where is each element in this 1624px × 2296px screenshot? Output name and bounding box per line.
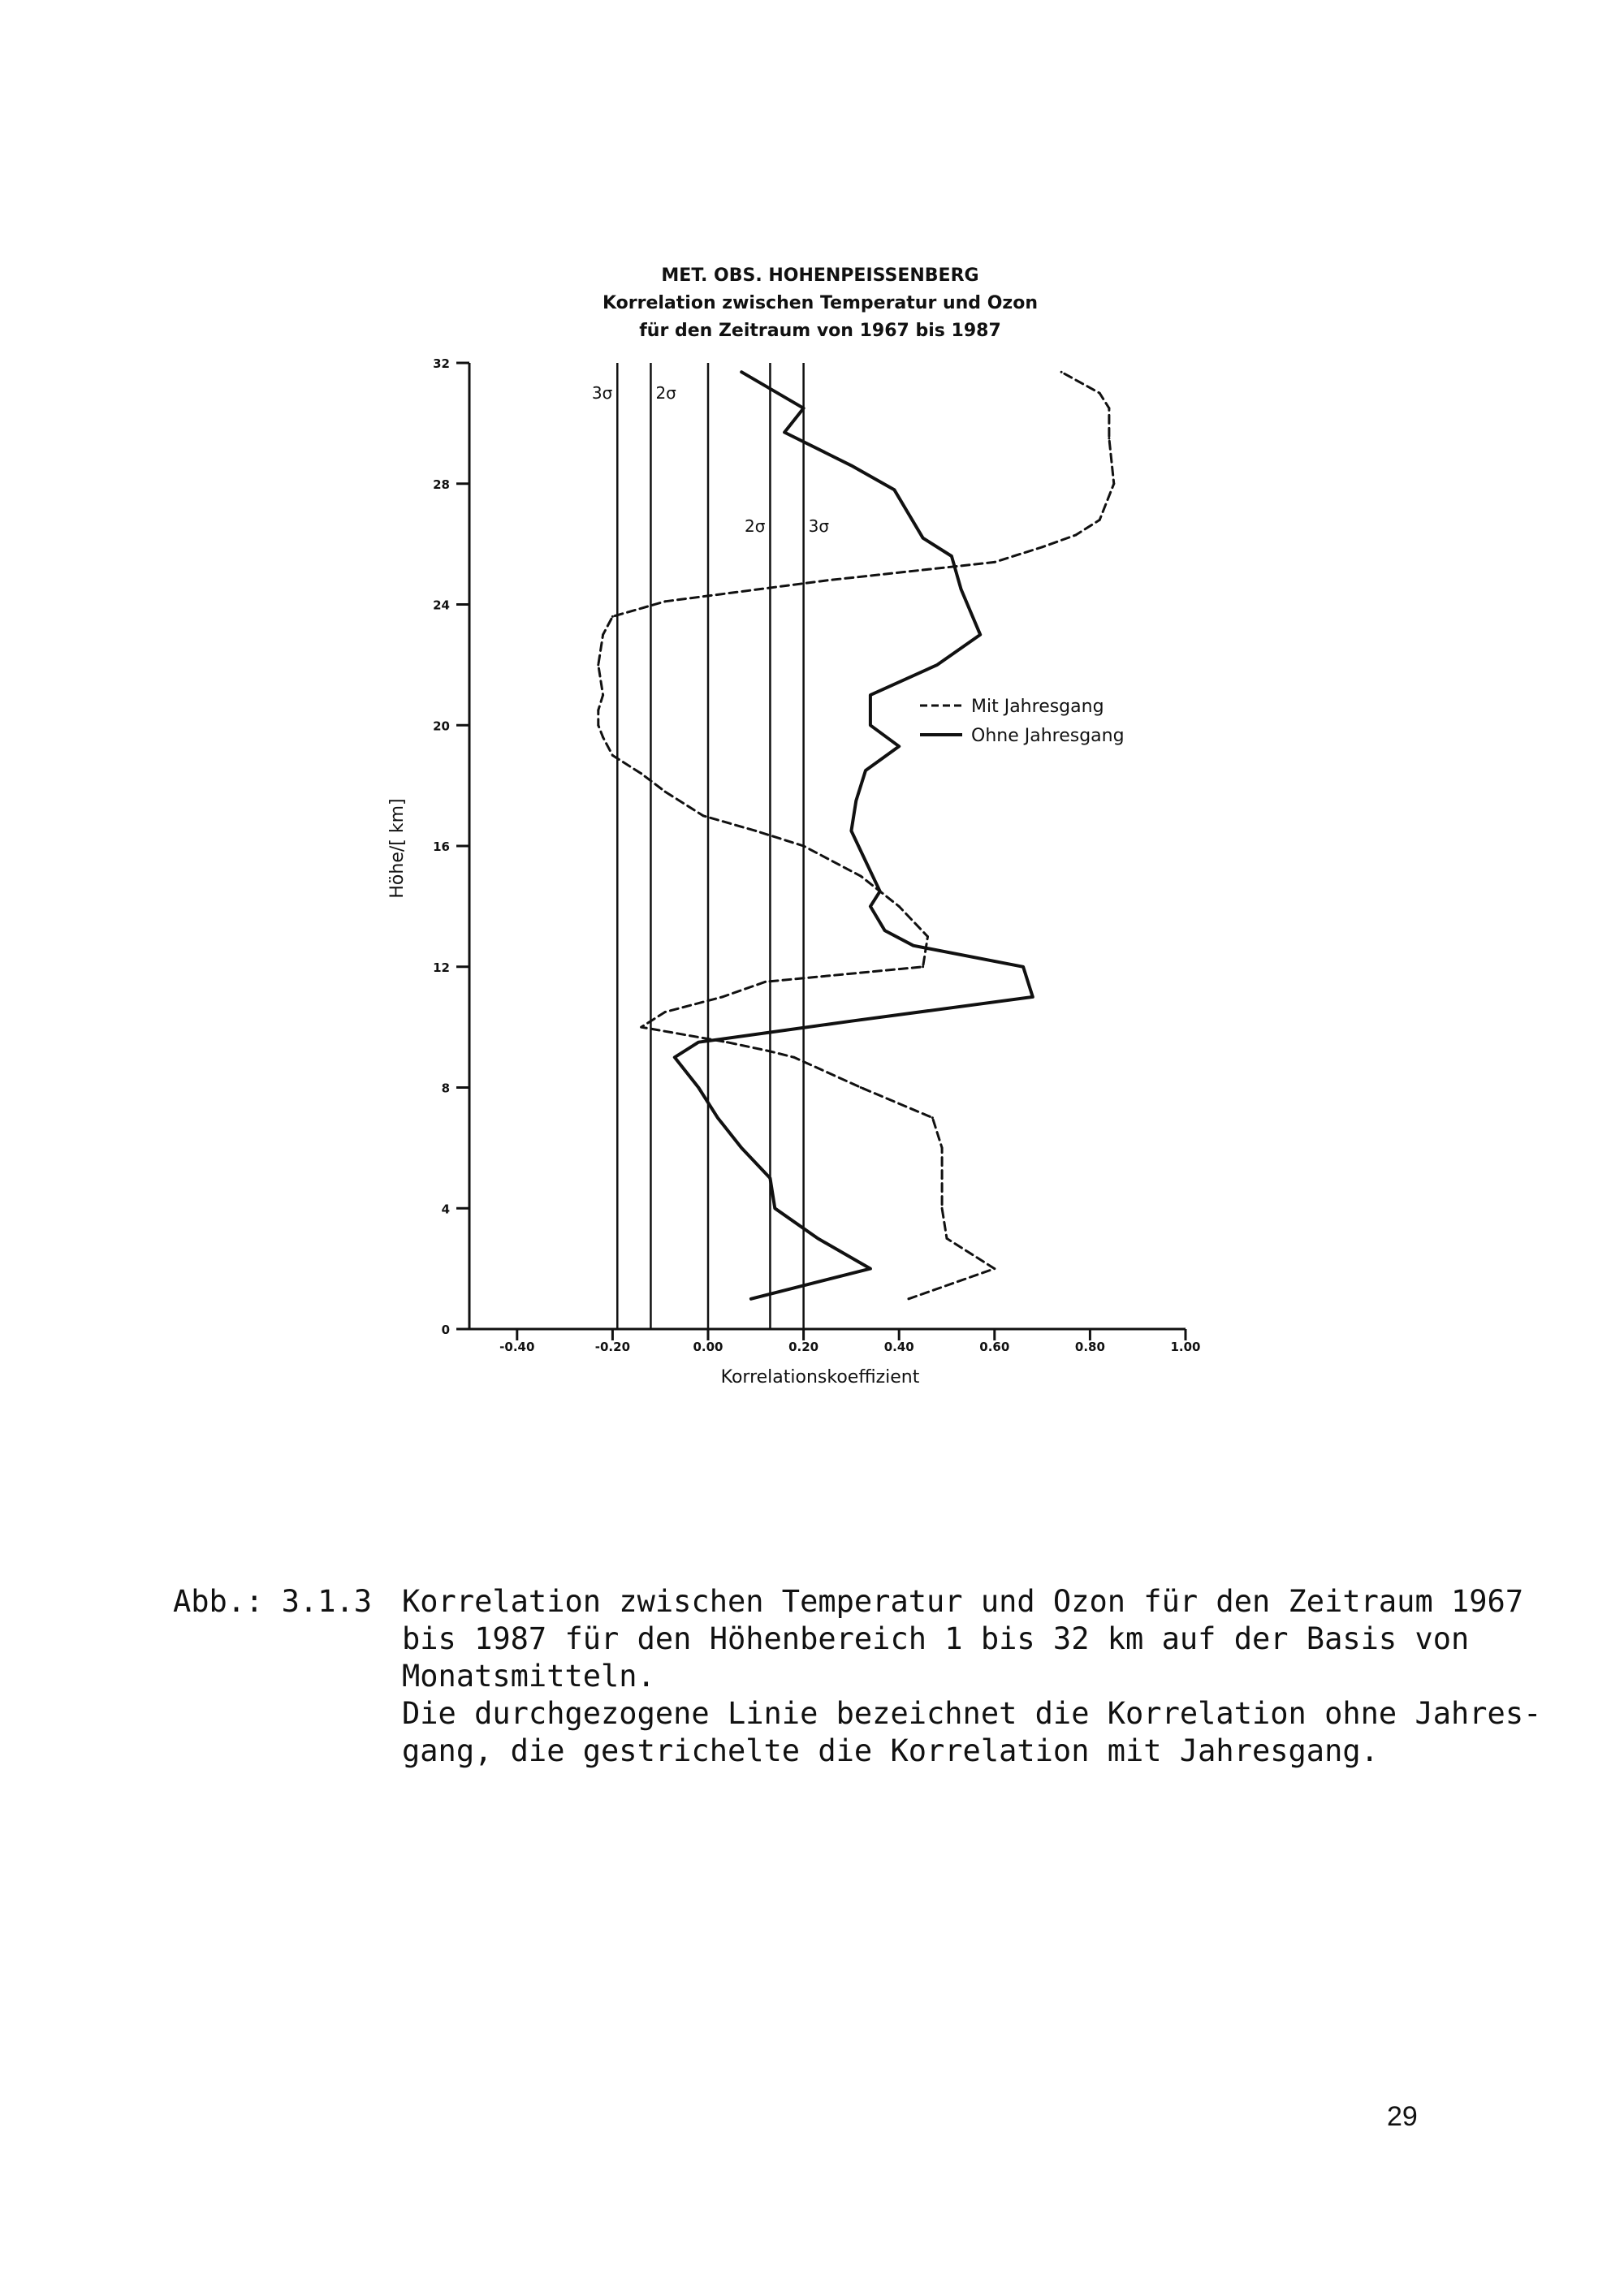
data-point (869, 1267, 871, 1270)
legend-label: Ohne Jahresgang (971, 726, 1125, 746)
data-point (931, 1116, 934, 1119)
significance-label: 2σ (745, 516, 766, 536)
x-tick-label: -0.40 (499, 1340, 535, 1354)
y-tick-label: 12 (433, 960, 450, 975)
data-point (827, 579, 829, 581)
data-point (850, 830, 853, 832)
caption-body (402, 1583, 1542, 1770)
data-point (898, 905, 901, 908)
data-point (664, 600, 667, 602)
data-point (1022, 965, 1025, 968)
data-point (673, 1056, 676, 1059)
series-line-ohne-jahresgang (675, 372, 1033, 1299)
data-point (922, 965, 924, 968)
y-tick-label: 32 (433, 356, 450, 371)
data-point (850, 464, 853, 467)
y-tick-label: 20 (433, 719, 450, 734)
chart-title (603, 265, 1038, 341)
data-point (802, 407, 805, 409)
chart-title-line: MET. OBS. HOHENPEISSENBERG (661, 265, 979, 286)
data-point (941, 1177, 944, 1180)
data-point (611, 754, 614, 757)
data-point (741, 371, 743, 373)
x-tick-label: 1.00 (1170, 1340, 1201, 1354)
data-point (865, 770, 867, 772)
data-point (912, 944, 914, 947)
data-point (1108, 438, 1110, 440)
data-point (702, 814, 705, 817)
data-point (1060, 371, 1063, 373)
data-point (597, 663, 599, 666)
data-point (802, 845, 805, 848)
legend-label: Mit Jahresgang (971, 697, 1104, 717)
data-point (1074, 534, 1077, 537)
data-point (664, 1011, 667, 1013)
x-tick-label: 0.40 (883, 1340, 914, 1354)
series-line-mit-jahresgang (598, 372, 1114, 1299)
data-point (860, 1086, 862, 1089)
data-point (941, 1207, 944, 1210)
data-point (946, 1237, 948, 1240)
data-point (721, 995, 723, 998)
data-point (1099, 519, 1101, 521)
data-point (741, 1146, 743, 1149)
data-point (893, 489, 896, 491)
data-point (1031, 995, 1034, 998)
data-point (640, 772, 642, 775)
y-tick-label: 24 (433, 598, 450, 613)
data-point (941, 1146, 944, 1149)
data-point (865, 860, 867, 862)
chart-title-line: Korrelation zwischen Temperatur und Ozon (603, 293, 1038, 313)
data-point (754, 830, 757, 832)
data-point (774, 1207, 776, 1210)
chart-title-line: für den Zeitraum von 1967 bis 1987 (639, 321, 1001, 341)
data-point (793, 1056, 795, 1059)
data-point (993, 1267, 996, 1270)
chart-axes (433, 356, 1200, 1354)
data-point (850, 1020, 853, 1022)
data-point (883, 930, 886, 932)
y-tick-label: 8 (441, 1081, 450, 1096)
data-point (769, 1177, 771, 1180)
data-point (602, 736, 604, 739)
x-tick-label: 0.80 (1074, 1340, 1105, 1354)
y-tick-label: 28 (433, 477, 450, 492)
data-point (698, 1086, 700, 1089)
data-point (950, 555, 952, 558)
y-tick-label: 4 (441, 1202, 450, 1217)
x-axis-label: Korrelationskoeffizient (720, 1367, 920, 1388)
data-point (869, 905, 871, 908)
data-point (926, 935, 929, 938)
page-number: 29 (1387, 2101, 1418, 2132)
data-point (1112, 482, 1115, 485)
data-point (597, 724, 599, 727)
data-point (716, 1116, 719, 1119)
data-point (602, 694, 604, 697)
data-point (611, 615, 614, 618)
data-point (979, 633, 982, 636)
significance-label: 3σ (808, 516, 830, 536)
data-point (640, 1026, 642, 1029)
y-tick-label: 0 (441, 1323, 450, 1337)
data-point (602, 633, 604, 636)
data-point (936, 663, 939, 666)
series-layer (597, 371, 1115, 1301)
data-point (1041, 546, 1043, 548)
caption-line: Korrelation zwischen Temperatur und Ozon für den Zeitraum 1967 (402, 1584, 1524, 1619)
significance-label: 3σ (591, 383, 613, 404)
data-point (784, 431, 786, 434)
data-point (1099, 392, 1101, 395)
data-point (817, 1237, 819, 1240)
data-point (597, 709, 599, 711)
caption-line: Monatsmitteln. (402, 1659, 655, 1694)
data-point (993, 561, 996, 563)
data-point (898, 745, 901, 748)
data-point (855, 800, 857, 802)
x-tick-label: 0.60 (979, 1340, 1010, 1354)
y-axis-label: Höhe/[ km] (387, 798, 408, 899)
caption-line: Die durchgezogene Linie bezeichnet die Korrelation ohne Jahres- (402, 1696, 1542, 1731)
caption-line: gang, die gestrichelte die Korrelation mit Jahresgang. (402, 1733, 1379, 1768)
y-tick-label: 16 (433, 839, 450, 854)
caption-line: bis 1987 für den Höhenbereich 1 bis 32 km auf der Basis von (402, 1621, 1470, 1656)
significance-lines (592, 363, 829, 1329)
data-point (827, 1071, 829, 1073)
data-point (908, 1297, 910, 1300)
x-tick-label: -0.20 (594, 1340, 631, 1354)
caption-label: Abb.: 3.1.3 (173, 1584, 373, 1619)
data-point (879, 890, 881, 892)
data-point (664, 791, 667, 793)
data-point (726, 1041, 728, 1043)
data-point (869, 694, 871, 697)
x-tick-label: 0.20 (788, 1340, 819, 1354)
data-point (869, 724, 871, 727)
data-point (860, 875, 862, 878)
data-point (749, 1297, 752, 1300)
legend (920, 697, 1125, 746)
data-point (764, 981, 767, 983)
data-point (698, 1041, 700, 1043)
x-tick-label: 0.00 (693, 1340, 723, 1354)
significance-label: 2σ (655, 383, 676, 404)
data-point (960, 588, 962, 590)
data-point (769, 1050, 771, 1052)
data-point (922, 537, 924, 539)
data-point (1108, 407, 1110, 409)
